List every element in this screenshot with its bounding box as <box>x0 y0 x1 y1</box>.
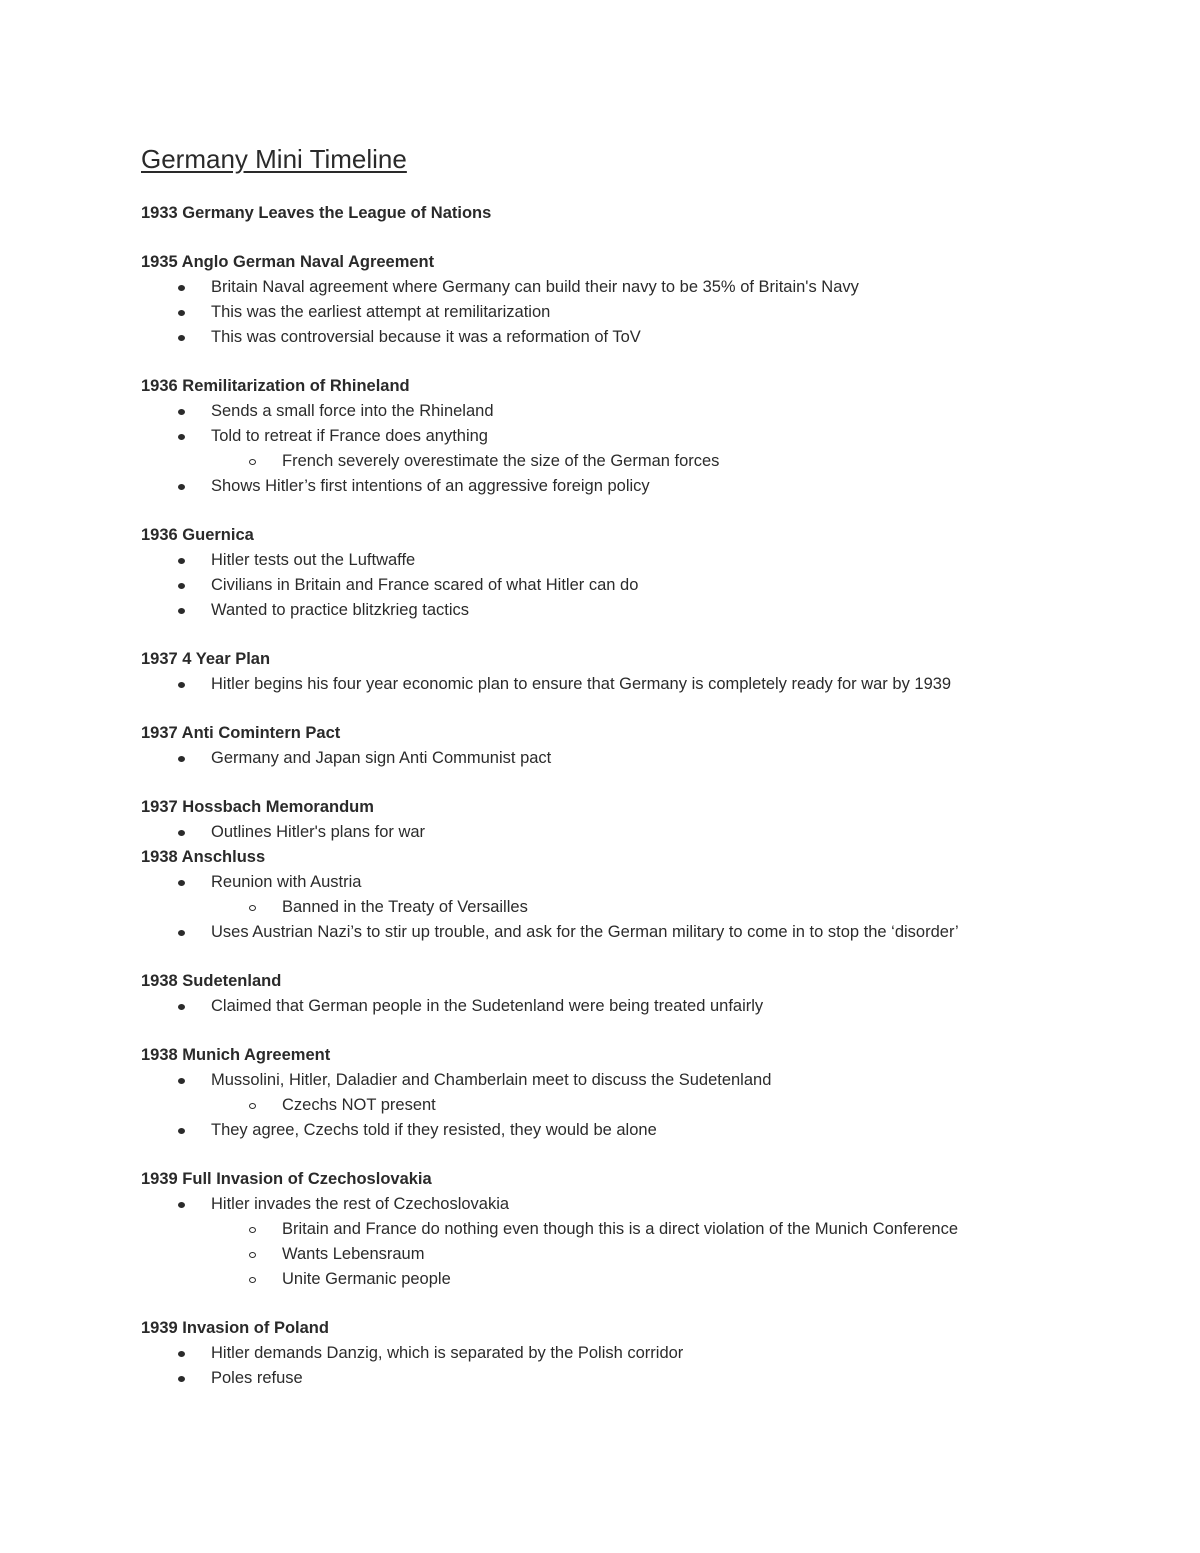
bullet-item: Outlines Hitler's plans for war <box>141 820 1081 845</box>
section-heading: 1939 Invasion of Poland <box>141 1319 329 1337</box>
bullet-list <box>141 399 1081 499</box>
timeline-section <box>141 721 1081 771</box>
bullet-item: Hitler demands Danzig, which is separated by the Polish corridor <box>141 1341 1081 1366</box>
bullet-item: Reunion with Austria <box>141 870 1081 895</box>
section-heading: 1933 Germany Leaves the League of Nations <box>141 204 492 222</box>
bullet-item: Uses Austrian Nazi’s to stir up trouble, and ask for the German military to come in to stop the ‘disorder’ <box>141 920 1081 945</box>
bullet-item: Britain Naval agreement where Germany can build their navy to be 35% of Britain's Navy <box>141 275 1081 300</box>
timeline-section <box>141 969 1081 1019</box>
sub-bullet-item: Unite Germanic people <box>141 1267 1081 1292</box>
bullet-list <box>141 275 1081 350</box>
bullet-list <box>141 746 1081 771</box>
section-heading: 1938 Munich Agreement <box>141 1046 331 1064</box>
section-heading: 1935 Anglo German Naval Agreement <box>141 253 435 271</box>
bullet-item: They agree, Czechs told if they resisted, they would be alone <box>141 1118 1081 1143</box>
timeline-section <box>141 795 1081 845</box>
timeline-sections <box>141 201 1081 1391</box>
bullet-list <box>141 672 1081 697</box>
bullet-list <box>141 994 1081 1019</box>
sub-bullet-item: French severely overestimate the size of the German forces <box>141 449 1081 474</box>
bullet-list <box>141 820 1081 845</box>
bullet-list <box>141 548 1081 623</box>
bullet-item: Mussolini, Hitler, Daladier and Chamberlain meet to discuss the Sudetenland <box>141 1068 1081 1093</box>
section-heading: 1937 4 Year Plan <box>141 650 271 668</box>
bullet-item: Shows Hitler’s first intentions of an aggressive foreign policy <box>141 474 1081 499</box>
bullet-item: Told to retreat if France does anything <box>141 424 1081 449</box>
bullet-list <box>141 1341 1081 1391</box>
bullet-item: Poles refuse <box>141 1366 1081 1391</box>
sub-bullet-item: Britain and France do nothing even though this is a direct violation of the Munich Conference <box>141 1217 1081 1242</box>
sub-bullet-item: Banned in the Treaty of Versailles <box>141 895 1081 920</box>
section-heading: 1938 Anschluss <box>141 848 266 866</box>
timeline-section <box>141 374 1081 499</box>
timeline-section <box>141 1167 1081 1292</box>
timeline-section <box>141 1043 1081 1143</box>
timeline-section <box>141 523 1081 623</box>
document-page <box>141 143 1081 1415</box>
bullet-list <box>141 1068 1081 1143</box>
bullet-item: Sends a small force into the Rhineland <box>141 399 1081 424</box>
timeline-section <box>141 845 1081 945</box>
timeline-section <box>141 647 1081 697</box>
bullet-item: Hitler begins his four year economic plan to ensure that Germany is completely ready for war by 1939 <box>141 672 1081 697</box>
bullet-item: Germany and Japan sign Anti Communist pact <box>141 746 1081 771</box>
bullet-item: This was the earliest attempt at remilitarization <box>141 300 1081 325</box>
bullet-item: This was controversial because it was a reformation of ToV <box>141 325 1081 350</box>
bullet-item: Hitler invades the rest of Czechoslovakia <box>141 1192 1081 1217</box>
bullet-item: Hitler tests out the Luftwaffe <box>141 548 1081 573</box>
sub-bullet-item: Wants Lebensraum <box>141 1242 1081 1267</box>
bullet-list <box>141 1192 1081 1292</box>
bullet-list <box>141 870 1081 945</box>
page-title: Germany Mini Timeline <box>141 144 407 174</box>
sub-bullet-item: Czechs NOT present <box>141 1093 1081 1118</box>
section-heading: 1937 Hossbach Memorandum <box>141 798 374 816</box>
timeline-section <box>141 1316 1081 1391</box>
timeline-section <box>141 201 1081 226</box>
section-heading: 1938 Sudetenland <box>141 972 282 990</box>
bullet-item: Wanted to practice blitzkrieg tactics <box>141 598 1081 623</box>
section-heading: 1936 Remilitarization of Rhineland <box>141 377 410 395</box>
section-heading: 1937 Anti Comintern Pact <box>141 724 341 742</box>
timeline-section <box>141 250 1081 350</box>
section-heading: 1939 Full Invasion of Czechoslovakia <box>141 1170 432 1188</box>
bullet-item: Claimed that German people in the Sudetenland were being treated unfairly <box>141 994 1081 1019</box>
bullet-item: Civilians in Britain and France scared of what Hitler can do <box>141 573 1081 598</box>
section-heading: 1936 Guernica <box>141 526 254 544</box>
